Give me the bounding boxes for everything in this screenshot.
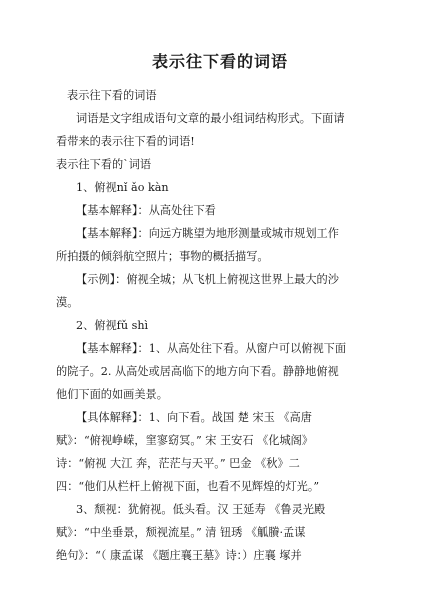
paragraph-line: 赋》：“中坐垂景，颓视流星。” 清 钮琇 《觚賸·孟谋 xyxy=(56,526,306,539)
paragraph-line: 表示往下看的词语 xyxy=(67,89,157,102)
paragraph-line: 绝句》：“（ 康孟谋 《题庄襄王墓》诗：）庄襄 塚并 xyxy=(56,549,302,562)
paragraph-line: 表示往下看的`词语 xyxy=(56,158,152,171)
paragraph-line: 所拍摄的倾斜航空照片；事物的概括描写。 xyxy=(56,250,269,263)
paragraph-line: 赋》：“俯视峥嵘，窐寥窈冥。” 宋 王安石 《化城阁》 xyxy=(56,434,314,447)
paragraph-line: 【基本解释】：1、从高处往下看。从窗户可以俯视下面 xyxy=(76,342,347,355)
paragraph-line: 看带来的表示往下看的词语! xyxy=(56,135,195,148)
list-item-heading: 3、颓视：犹俯视。低头看。汉 王延寿 《鲁灵光殿 xyxy=(76,503,326,516)
paragraph-line: 他们下面的如画美景。 xyxy=(56,388,168,401)
paragraph-line: 诗：“俯视 大江 奔，茫茫与天平。” 巴金 《秋》二 xyxy=(56,457,300,470)
list-item-heading: 2、俯视fǔ shì xyxy=(76,319,149,332)
paragraph-line: 【示例】：俯视全城；从飞机上俯视这世界上最大的沙 xyxy=(76,273,339,286)
paragraph-line: 四：“他们从栏杆上俯视下面，也看不见辉煌的灯光。” xyxy=(56,480,320,493)
list-item-heading: 1、俯视nǐ ǎo kàn xyxy=(76,181,169,194)
paragraph-line: 词语是文字组成语句文章的最小组词结构形式。下面请 xyxy=(76,112,345,125)
paragraph-line: 【基本解释】：从高处往下看 xyxy=(76,204,216,217)
paragraph-line: 【基本解释】：向远方眺望为地形测量或城市规划工作 xyxy=(76,227,339,240)
paragraph-line: 【具体解释】：1、向下看。战国 楚 宋玉 《高唐 xyxy=(76,411,312,424)
document-title: 表示往下看的词语 xyxy=(151,52,288,71)
paragraph-line: 的院子。2. 从高处或居高临下的地方向下看。静静地俯视 xyxy=(56,365,339,378)
paragraph-line: 漠。 xyxy=(56,296,79,309)
